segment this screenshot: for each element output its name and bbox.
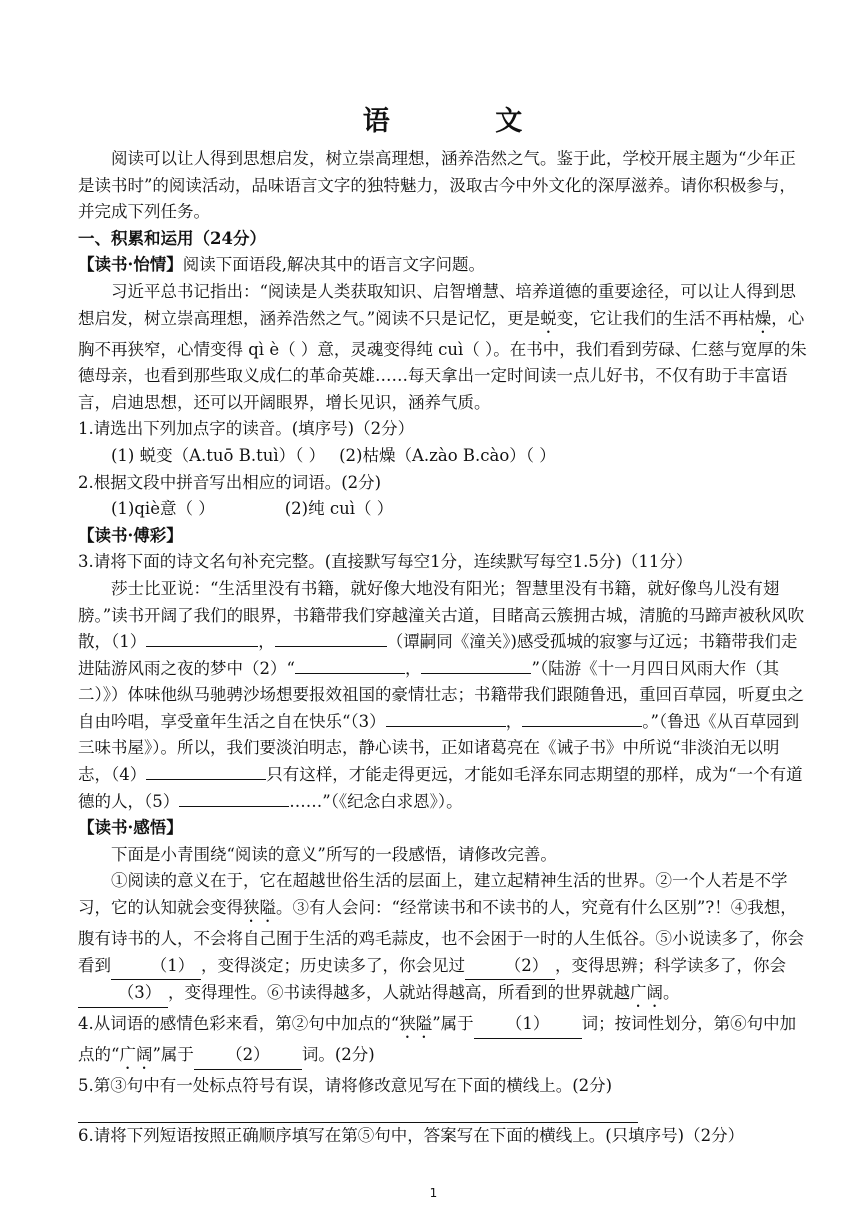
- paragraph-3: 莎士比亚说：“生活里没有书籍，就好像大地没有阳光；智慧里没有书籍，就好像鸟儿没有翅膀。”读书开阔了我们的眼界，书籍带我们穿越潼关古道，目睹高云簇拥古城，清脆的马蹄声被秋风吹散，（1） ， （谭嗣同《潼关》)感受孤城的寂寥与辽远；书籍带我们走进陆游风雨之夜的梦中（2）“ ， ”（陆游《十一月四日风雨大作（其二）》）体味他纵马驰骋沙场想要报效祖国的豪情壮志；书籍带我们跟随鲁迅，重回百草园，听夏虫之自由吟唱，享受童年生活之自在快乐“（3） ， 。”（鲁迅《从百草园到三味书屋》）。所以，我们要淡泊明志，静心读书，正如诸葛亮在《诫子书》中所说“非淡泊无以明志，（4） 只有这样，才能走得更远，才能如毛泽东同志期望的那样，成为“一个有道德的人，（5） ……”（《纪念白求恩》）。: [78, 578, 805, 811]
- p1-text-b: 变，它让我们的生活不再枯: [556, 308, 755, 328]
- p4-text-f: 。: [663, 983, 680, 1003]
- blank-2b[interactable]: [421, 673, 531, 674]
- q4-text-b: ”属于: [432, 1014, 474, 1034]
- p4-text-e: ，变得理性。⑥书读得越多，人就站得越高，所看到的世界就越: [168, 983, 630, 1003]
- q4-blank-1[interactable]: （1）: [474, 1011, 582, 1039]
- question-5: 5.第③句中有一处标点符号有误，请将修改意见写在下面的横线上。(2分): [78, 1076, 613, 1096]
- tag3-label: 【读书·感悟】: [78, 818, 183, 838]
- p3-text-e: 只有这样，才能走得更远，才能如毛泽东同志期望的那样，成为“一个有道德的人，（5）: [78, 765, 803, 811]
- blank-4[interactable]: [146, 779, 266, 780]
- q4-text-e: 词。(2分): [301, 1045, 375, 1065]
- q4-dotted-2: 广阔: [119, 1045, 153, 1065]
- p4-text-d: ，变得思辨；科学读多了，你会: [555, 955, 786, 975]
- paragraph-4-intro: 下面是小青围绕“阅读的意义”所写的一段感悟，请修改完善。: [111, 844, 557, 864]
- q4-text-c: 词；按词性划分，第⑥句中加点的“: [78, 1014, 797, 1065]
- blank-1b[interactable]: [275, 646, 387, 647]
- blank-1a[interactable]: [146, 646, 258, 647]
- question-1-options: [78, 443, 807, 470]
- p3-text-c: ”（陆游《十一月四日风雨大作（其二）》）体味他纵马驰骋沙场想要报效祖国的豪情壮志；书籍带我们跟随鲁迅，重回百草园，听夏虫之自由吟唱，享受童年生活之自在快乐“（3）: [78, 658, 804, 731]
- blank-3b[interactable]: [522, 726, 642, 727]
- blank-3a[interactable]: [386, 726, 506, 727]
- q4-text-a: 4.从词语的感情色彩来看，第②句中加点的“: [78, 1014, 400, 1034]
- p4-blank-2[interactable]: （2）: [465, 953, 555, 981]
- question-3: 3.请将下面的诗文名句补充完整。(直接默写每空1分，连续默写每空1.5分)（11分）: [78, 552, 693, 572]
- q4-dotted-1: 狭隘: [399, 1014, 433, 1034]
- p3-text-b: 谭嗣同《潼关》)感受孤城的寂寥与辽远；书籍带我们走进陆游风雨之夜的梦中（2）“: [78, 632, 798, 678]
- question-1: 1.请选出下列加点字的读音。(填序号)（2分）: [78, 419, 415, 439]
- p4-dotted-2: 广阔: [630, 983, 663, 1003]
- tag1-label: 【读书·怡情】: [78, 255, 183, 275]
- p4-blank-3[interactable]: （3）: [78, 980, 168, 1008]
- p4-text-a: ①阅读的意义在于，它在超越世俗生活的层面上，建立起精神生活的世界。②一个人若是不学习，它的认知就会变得: [78, 871, 788, 918]
- answer-line-5[interactable]: [78, 1102, 638, 1123]
- question-6: 6.请将下列短语按照正确顺序填写在第⑤句中，答案写在下面的横线上。(只填序号)（2分）: [78, 1125, 745, 1145]
- p1-text-a: 习近平总书记指出：“阅读是人类获取知识、启智增慧、培养道德的重要途径，可以让人得到思想启发，树立崇高理想，涵养浩然之气。”阅读不只是记忆，更是: [78, 281, 796, 328]
- q2-item-b: (2)纯 cuì（ ）: [284, 499, 394, 519]
- q1-option-b: (2)枯燥（A.zào B.cào）（ ）: [339, 445, 556, 465]
- p3-text-a: 莎士比亚说：“生活里没有书籍，就好像大地没有阳光；智慧里没有书籍，就好像鸟儿没有翅膀。”读书开阔了我们的眼界，书籍带我们穿越潼关古道，目睹高云簇拥古城，清脆的马蹄声被秋风吹散，（1）: [78, 578, 805, 652]
- question-2-items: [78, 496, 807, 523]
- q2-item-a: (1)qiè意（ ）: [111, 499, 215, 519]
- p4-text-b: 。③有人会问：“经常读书和不读书的人，究竟有什么区别”?！④我想，腹有诗书的人，不会将自己囿于生活的鸡毛蒜皮，也不会困于一时的人生低谷。⑤小说读多了，你会看到: [78, 898, 804, 975]
- page-number: 1: [429, 1186, 438, 1200]
- tag2-label: 【读书·傅彩】: [78, 525, 183, 545]
- paragraph-4: [78, 868, 807, 1011]
- blank-2a[interactable]: [295, 673, 405, 674]
- p4-text-c: ，变得淡定；历史读多了，你会见过: [201, 955, 465, 975]
- paragraph-1: [78, 279, 807, 416]
- question-4: [78, 1011, 807, 1073]
- q4-text-d: ”属于: [152, 1045, 194, 1065]
- p4-blank-1[interactable]: （1）: [111, 953, 201, 981]
- p3-text-f: ……”（《纪念白求恩》）。: [289, 791, 463, 811]
- page-title: 语 文: [362, 106, 571, 137]
- q4-blank-2[interactable]: （2）: [194, 1042, 302, 1070]
- section-heading: 一、积累和运用（24分）: [78, 228, 266, 248]
- p3-text-d: 。”（鲁迅《从百草园到三味书屋》）。所以，我们要淡泊明志，静心读书，正如诸葛亮在《诫子书》中所说“非淡泊无以明志，（4）: [78, 711, 800, 785]
- p1-dotted-1: 蜕: [540, 308, 557, 328]
- question-2: 2.根据文段中拼音写出相应的词语。(2分): [78, 472, 382, 492]
- q1-option-a: (1) 蜕变（A.tuō B.tuì）（ ）: [111, 445, 326, 465]
- p1-dotted-2: 燥: [754, 308, 772, 328]
- p4-dotted-1: 狭隘: [243, 898, 276, 918]
- p1-text-c: ，心胸不再狭窄，心情变得 qì è（ ）意，灵魂变得纯 cuì（ ）。在书中，我们看到劳碌、仁慈与宽厚的朱德母亲，也看到那些取义成仁的革命英雄……每天拿出一定时间读一点儿好书，不仅有助于丰富语言，启迪思想，还可以开阔眼界，增长见识，涵养气质。: [78, 308, 807, 412]
- blank-5[interactable]: [179, 806, 289, 807]
- tag1-instruction: 阅读下面语段,解决其中的语言文字问题。: [182, 255, 485, 275]
- tag1-line: [78, 252, 807, 279]
- intro-paragraph: 阅读可以让人得到思想启发，树立崇高理想，涵养浩然之气。鉴于此，学校开展主题为“少年正是读书时”的阅读活动，品味语言文字的独特魅力，汲取古今中外文化的深厚滋养。请你积极参与，并完成下列任务。: [78, 149, 796, 222]
